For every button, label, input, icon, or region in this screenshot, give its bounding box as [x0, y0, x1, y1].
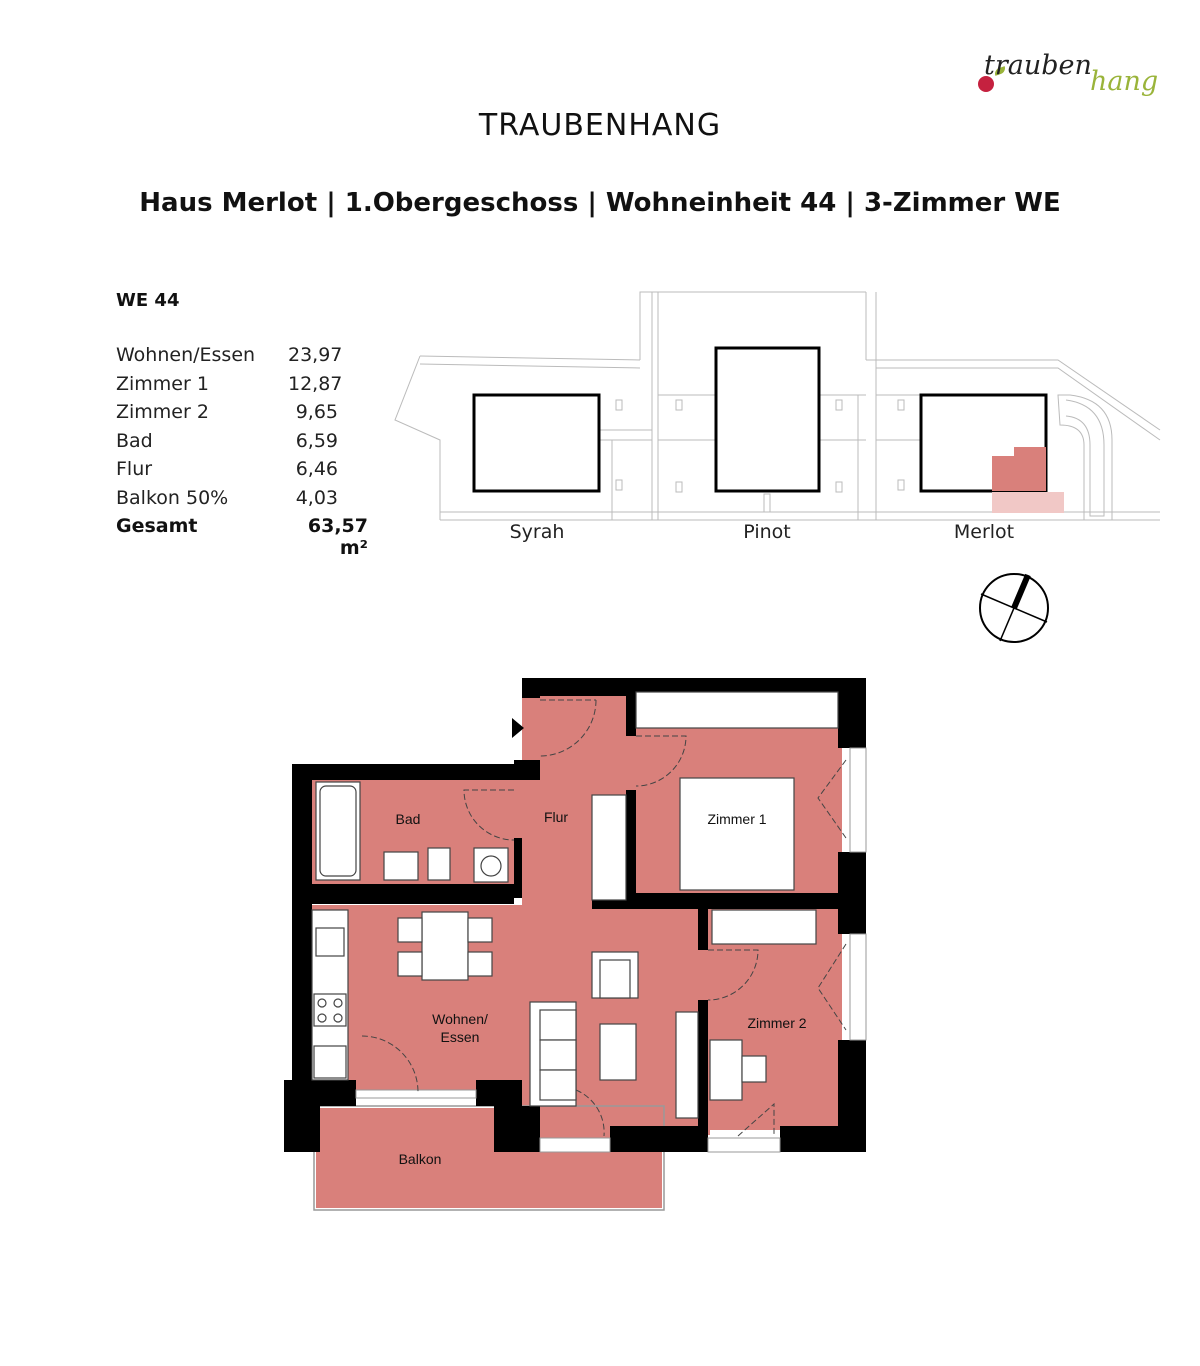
- fridge: [314, 1046, 346, 1078]
- area-row: [116, 430, 416, 459]
- building-label-merlot: Merlot: [953, 521, 1015, 543]
- area-value: 9,65: [295, 401, 338, 423]
- site-plan: [380, 280, 1170, 560]
- area-row: [116, 373, 416, 402]
- coffee-table: [600, 1024, 636, 1080]
- wardrobe-flur: [592, 795, 626, 900]
- room-label-flur: Flur: [543, 809, 569, 825]
- floor-plan: [280, 670, 880, 1230]
- chair: [398, 952, 422, 976]
- wardrobe-zimmer2: [712, 910, 816, 944]
- chair: [468, 952, 492, 976]
- chair: [468, 918, 492, 942]
- stove-burner: [318, 1014, 326, 1022]
- logo-text-hang: hang: [1090, 66, 1159, 97]
- area-name: Zimmer 1: [116, 372, 209, 395]
- area-name: Flur: [116, 458, 153, 480]
- stove-burner: [318, 999, 326, 1007]
- bed-zimmer1: [680, 778, 794, 890]
- area-row: [116, 344, 416, 373]
- armchair-seat: [600, 960, 630, 998]
- room-label-bad: Bad: [395, 811, 421, 827]
- sofa-cushion: [540, 1070, 576, 1100]
- traubenhang-logo: [970, 46, 1170, 106]
- dining-table: [422, 912, 468, 980]
- area-row: [116, 458, 416, 487]
- unit-label: WE 44: [116, 290, 180, 311]
- desk-chair: [742, 1056, 766, 1082]
- room-label-balkon: Balkon: [398, 1151, 442, 1167]
- chair: [398, 918, 422, 942]
- sofa-cushion: [540, 1010, 576, 1040]
- room-label-zimmer2: Zimmer 2: [747, 1015, 807, 1031]
- bathtub-inner: [320, 786, 356, 876]
- washing-machine-drum: [481, 856, 501, 876]
- area-name: Wohnen/Essen: [116, 344, 256, 366]
- room-wohnen-fill: [310, 905, 710, 1095]
- area-value: 6,59: [295, 429, 338, 452]
- room-label-wohnen: Wohnen/: [432, 1011, 488, 1027]
- area-table: [116, 344, 416, 559]
- area-value: 23,97: [288, 344, 343, 366]
- kitchen-sink: [316, 928, 344, 956]
- area-row: [116, 401, 416, 430]
- merlot-balcony-highlight: [992, 492, 1064, 513]
- area-name: Balkon 50%: [116, 486, 229, 509]
- building-label-pinot: Pinot: [743, 521, 791, 543]
- room-balkon-fill: [316, 1108, 662, 1208]
- building-pinot: [716, 348, 819, 491]
- building-syrah: [474, 395, 599, 491]
- building-footprints: [474, 348, 1046, 491]
- room-label-zimmer1: Zimmer 1: [707, 811, 767, 827]
- area-value: 4,03: [295, 486, 338, 509]
- toilet: [428, 848, 450, 880]
- area-total-value: 63,57 m²: [307, 515, 368, 559]
- compass-icon: [976, 572, 1052, 648]
- sink: [384, 852, 418, 880]
- area-name: Zimmer 2: [116, 401, 209, 423]
- building-label-syrah: Syrah: [509, 521, 565, 543]
- logo-text-trauben: trauben: [984, 50, 1092, 81]
- area-value: 6,46: [295, 458, 338, 480]
- page-title: TRAUBENHANG: [478, 108, 722, 143]
- stove-burner: [334, 999, 342, 1007]
- room-label-essen: Essen: [440, 1029, 480, 1045]
- stove-burner: [334, 1014, 342, 1022]
- sofa-cushion: [540, 1040, 576, 1070]
- desk: [710, 1040, 742, 1100]
- area-total-row: [116, 515, 416, 559]
- area-name: Bad: [116, 429, 153, 452]
- area-row: [116, 487, 416, 516]
- tv-sideboard: [676, 1012, 698, 1118]
- wardrobe-zimmer1: [636, 692, 838, 728]
- area-total-name: Gesamt: [116, 515, 198, 537]
- area-value: 12,87: [288, 372, 343, 395]
- page-subtitle: Haus Merlot | 1.Obergeschoss | Wohneinheit 44 | 3-Zimmer WE: [139, 188, 1061, 218]
